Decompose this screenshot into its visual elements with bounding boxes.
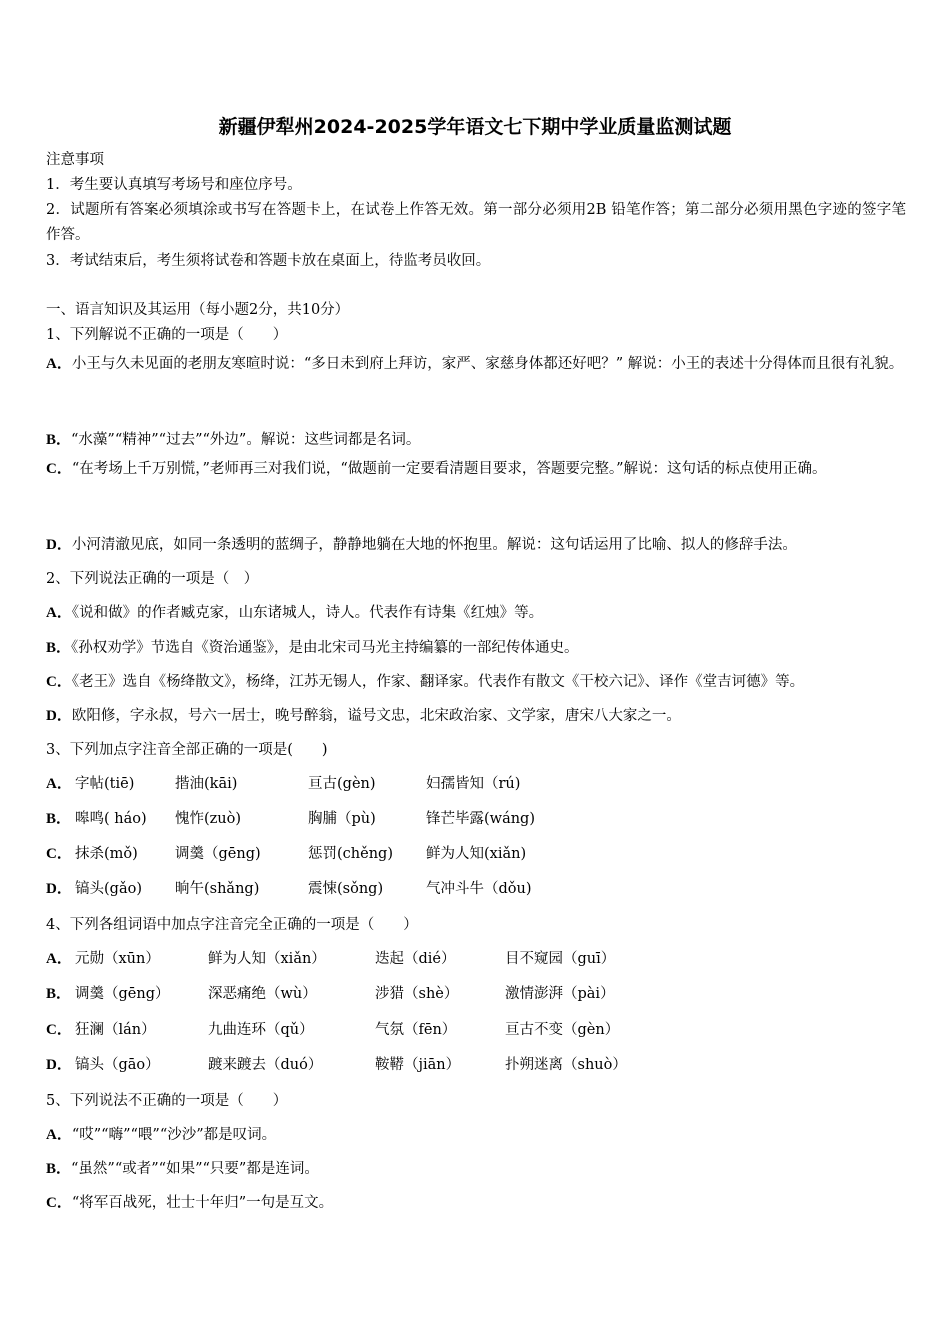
question-stem: 2、下列说法正确的一项是（ ） [46, 571, 259, 587]
answer-option [46, 1157, 906, 1182]
option-letter: C． [46, 1022, 72, 1038]
option-word: 胸脯（pù) [308, 811, 376, 827]
option-word: 元勋（xūn） [75, 951, 160, 967]
answer-option [46, 636, 906, 661]
option-word: 镐头(gǎo) [75, 881, 142, 897]
option-letter: B． [46, 986, 72, 1002]
option-letter: B． [46, 1161, 72, 1177]
option-letter: D． [46, 537, 72, 553]
question-stem: 1、下列解说不正确的一项是（ ） [46, 327, 288, 343]
option-text: 小河清澈见底，如同一条透明的蓝绸子，静静地躺在大地的怀抱里。解说：这句话运用了比喻、拟人的修辞手法。 [71, 537, 797, 553]
option-letter: B． [46, 811, 72, 827]
option-letter: A． [46, 605, 72, 621]
answer-option [46, 877, 906, 902]
option-letter: C． [46, 461, 72, 477]
answer-option [46, 670, 906, 695]
section-heading: 一、语言知识及其运用（每小题2分，共10分） [46, 302, 350, 318]
option-word: 抹杀(mǒ) [75, 846, 138, 862]
option-word: 妇孺皆知（rú) [426, 776, 521, 792]
question-stem: 3、下列加点字注音全部正确的一项是( ) [46, 742, 328, 758]
notice-item: 2．试题所有答案必须填涂或书写在答题卡上，在试卷上作答无效。第一部分必须用2B 铅笔作答；第二部分必须用黑色字迹的签字笔作答。 [46, 202, 906, 243]
option-word: 震悚(sǒng) [308, 881, 384, 897]
option-word: 激情澎湃（pài） [505, 986, 615, 1002]
option-word: 亘古(gèn) [308, 776, 376, 792]
answer-option [46, 601, 906, 626]
option-letter: C． [46, 846, 72, 862]
notice-heading: 注意事项 [46, 152, 104, 168]
option-word: 扑朔迷离（shuò） [505, 1057, 627, 1073]
option-word: 鞍鞯（jiān） [375, 1057, 461, 1073]
option-word: 深恶痛绝（wù） [208, 986, 317, 1002]
answer-option [46, 1053, 906, 1078]
option-word: 字帖(tiē) [75, 776, 135, 792]
answer-option [46, 533, 906, 558]
option-word: 晌午(shǎng) [175, 881, 260, 897]
answer-option [46, 457, 906, 482]
option-word: 揩油(kāi) [175, 776, 238, 792]
option-letter: A． [46, 1127, 72, 1143]
option-letter: D． [46, 1057, 72, 1073]
option-word: 九曲连环（qǔ） [208, 1022, 314, 1038]
option-word: 气冲斗牛（dǒu) [426, 881, 532, 897]
answer-option [46, 772, 906, 797]
notice-item: 1．考生要认真填写考场号和座位序号。 [46, 177, 302, 193]
option-word: 镐头（gāo） [75, 1057, 160, 1073]
option-text: 欧阳修，字永叔，号六一居士，晚号醉翁，谥号文忠，北宋政治家、文学家，唐宋八大家之一。 [71, 708, 681, 724]
answer-option [46, 346, 906, 383]
option-word: 鲜为人知（xiǎn） [208, 951, 326, 967]
option-letter: A． [46, 356, 72, 372]
option-word: 惩罚(chěng) [308, 846, 393, 862]
option-letter: B． [46, 640, 72, 656]
option-letter: A． [46, 951, 72, 967]
page-title: 新疆伊犁州2024-2025学年语文七下期中学业质量监测试题 [218, 116, 732, 138]
option-word: 狂澜（lán） [75, 1022, 156, 1038]
question-stem: 5、下列说法不正确的一项是（ ） [46, 1093, 288, 1109]
answer-option [46, 1123, 906, 1148]
option-text: “虽然”“或者”“如果”“只要”都是连词。 [71, 1161, 319, 1177]
option-text: 《老王》选自《杨绛散文》，杨绛，江苏无锡人，作家、翻译家。代表作有散文《干校六记》、译作《堂吉诃德》等。 [71, 674, 805, 690]
option-letter: C． [46, 1195, 72, 1211]
option-text: 《孙权劝学》节选自《资治通鉴》，是由北宋司马光主持编纂的一部纪传体通史。 [71, 640, 579, 656]
notice-item: 3．考试结束后，考生须将试卷和答题卡放在桌面上，待监考员收回。 [46, 253, 491, 269]
option-word: 调羹（gēng) [175, 846, 261, 862]
option-word: 迭起（dié） [375, 951, 456, 967]
option-letter: D． [46, 708, 72, 724]
option-text: “将军百战死，壮士十年归”一句是互文。 [71, 1195, 334, 1211]
option-letter: C． [46, 674, 72, 690]
option-word: 目不窥园（guī） [505, 951, 616, 967]
option-word: 亘古不变（gèn） [505, 1022, 620, 1038]
option-text: “哎”“嗨”“喂”“沙沙”都是叹词。 [71, 1127, 277, 1143]
answer-option [46, 704, 906, 729]
option-word: 鲜为人知(xiǎn) [426, 846, 527, 862]
answer-option [46, 982, 906, 1007]
option-word: 嗥鸣( háo) [75, 811, 147, 827]
answer-option [46, 428, 906, 453]
option-word: 愧怍(zuò) [175, 811, 242, 827]
answer-option [46, 1018, 906, 1043]
answer-option [46, 842, 906, 867]
option-word: 气氛（fēn） [375, 1022, 457, 1038]
answer-option [46, 947, 906, 972]
option-letter: B． [46, 432, 72, 448]
answer-option [46, 1191, 906, 1216]
option-letter: A． [46, 776, 72, 792]
option-word: 踱来踱去（duó） [208, 1057, 323, 1073]
answer-option [46, 807, 906, 832]
option-text: 小王与久未见面的老朋友寒暄时说：“多日未到府上拜访，家严、家慈身体都还好吧？” 解说：小王的表述十分得体而且很有礼貌。 [71, 356, 904, 372]
option-text: “水藻”“精神”“过去”“外边”。解说：这些词都是名词。 [71, 432, 421, 448]
option-text: “在考场上千万别慌，”老师再三对我们说，“做题前一定要看清题目要求，答题要完整。”解说：这句话的标点使用正确。 [71, 461, 827, 477]
option-word: 涉猎（shè） [375, 986, 459, 1002]
question-stem: 4、下列各组词语中加点字注音完全正确的一项是（ ） [46, 917, 418, 933]
option-word: 锋芒毕露(wáng) [426, 811, 535, 827]
option-text: 《说和做》的作者臧克家，山东诸城人，诗人。代表作有诗集《红烛》等。 [71, 605, 544, 621]
option-word: 调羹（gēng） [75, 986, 170, 1002]
option-letter: D． [46, 881, 72, 897]
